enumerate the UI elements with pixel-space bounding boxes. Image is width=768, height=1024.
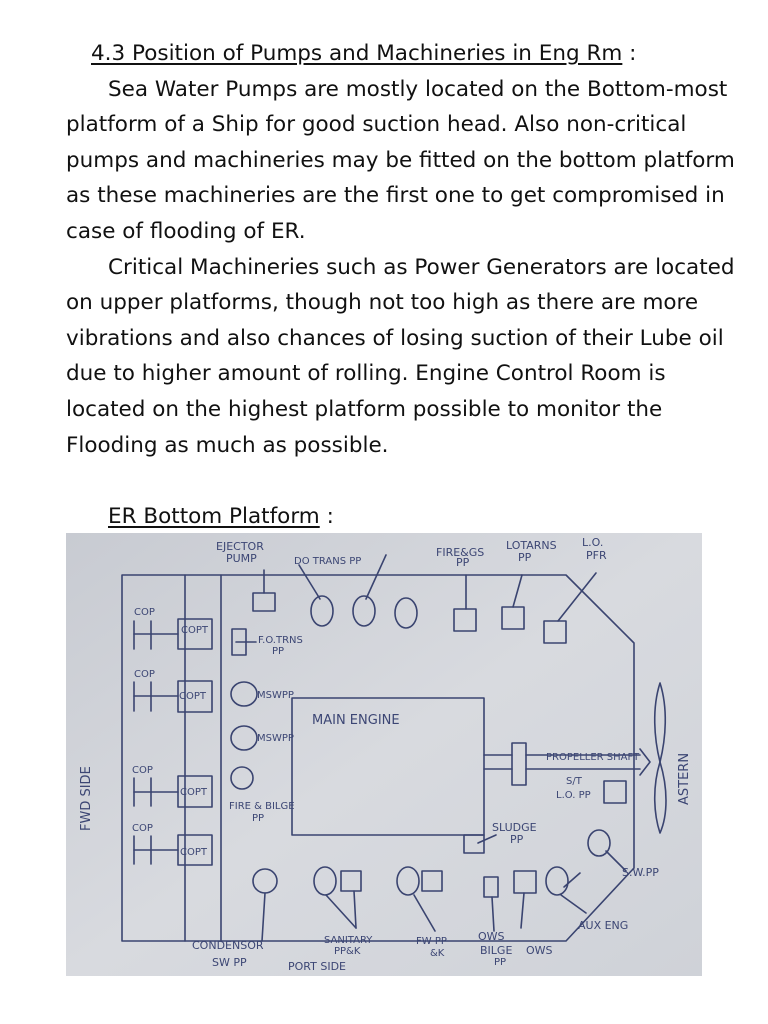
label-sludge-pp-1: SLUDGE <box>492 821 537 834</box>
label-fo-trns-pp-1: F.O.TRNS <box>258 635 303 646</box>
label-lo-trans-pp-2: PP <box>518 551 532 564</box>
section-heading-suffix: : <box>622 41 637 66</box>
label-fo-trns-pp-2: PP <box>272 646 285 657</box>
label-ows-2: OWS <box>526 944 553 957</box>
label-fire-gs-pp-2: PP <box>456 556 470 569</box>
label-ejector-pump-1: EJECTOR <box>216 540 264 553</box>
label-fire-gs-pp-1: FIRE&GS <box>436 546 485 559</box>
label-condensor-sw-pp-2: SW PP <box>212 956 247 969</box>
label-copt-2: COPT <box>179 691 206 702</box>
label-fwd-side: FWD SIDE <box>79 766 94 831</box>
section-heading <box>66 36 736 72</box>
label-bilge-ows-pp-1: BILGE <box>480 944 513 957</box>
label-port-side: PORT SIDE <box>288 960 346 973</box>
label-fw-pp-2: &K <box>430 948 445 959</box>
label-propeller-shaft: PROPELLER SHAFT <box>546 752 640 763</box>
document-body <box>66 36 736 463</box>
label-condensor-sw-pp-1: CONDENSOR <box>192 939 264 952</box>
paragraph-critical-machineries: Critical Machineries such as Power Generators are located on upper platforms, though not too high as there are more vibrations and also chances of losing suction of their Lube oil due to higher amount of rolling. Engine Control Room is located on the highest platform possible to monitor the Flooding as much as possible. <box>66 254 735 458</box>
label-copt-3: COPT <box>180 787 207 798</box>
label-astern: ASTERN <box>677 752 692 805</box>
label-fire-bilge-pp-2: PP <box>252 813 265 824</box>
sub-heading <box>108 499 334 534</box>
label-fw-pp-1: FW PP <box>416 936 447 947</box>
label-cop-3: COP <box>132 765 153 776</box>
label-lo-trans-pp-1: LOTARNS <box>506 539 557 552</box>
label-copt-4: COPT <box>180 847 207 858</box>
er-bottom-platform-diagram <box>66 533 702 976</box>
label-sanitary-pp-2: PP&K <box>334 946 361 957</box>
sub-heading-title: ER Bottom Platform <box>108 504 320 529</box>
label-copt-1: COPT <box>181 625 208 636</box>
label-ows-1: OWS <box>478 930 505 943</box>
label-msw-pp-1: MSWPP <box>257 690 294 701</box>
label-cop-2: COP <box>134 669 155 680</box>
label-lo-pfr-1: L.O. <box>582 536 604 549</box>
label-fire-bilge-pp-1: FIRE & BILGE <box>229 801 295 812</box>
label-main-engine: MAIN ENGINE <box>312 713 400 728</box>
label-bilge-ows-pp-2: PP <box>494 957 507 968</box>
label-st-lo-pp-1: S/T <box>566 776 582 787</box>
sub-heading-suffix: : <box>319 504 334 529</box>
label-aux-eng: AUX ENG <box>578 919 629 932</box>
label-st-lo-pp-2: L.O. PP <box>556 790 591 801</box>
label-cop-1: COP <box>134 607 155 618</box>
label-sw-pp: S.W.PP <box>622 866 659 879</box>
label-ejector-pump-2: PUMP <box>226 552 257 565</box>
section-heading-title: 4.3 Position of Pumps and Machineries in Eng Rm <box>91 41 623 66</box>
label-msw-pp-2: MSWPP <box>257 733 294 744</box>
paragraph-sea-water-pumps: Sea Water Pumps are mostly located on the Bottom-most platform of a Ship for good suction head. Also non-critical pumps and machineries may be fitted on the bottom platform as these machineries are the first one to get compromised in case of flooding of ER. <box>66 76 735 244</box>
label-sanitary-pp-1: SANITARY <box>324 935 373 946</box>
label-sludge-pp-2: PP <box>510 833 524 846</box>
er-bottom-platform-photo <box>66 533 702 976</box>
label-do-trans-pp: DO TRANS PP <box>294 556 362 567</box>
label-lo-pfr-2: PFR <box>586 549 607 562</box>
label-cop-4: COP <box>132 823 153 834</box>
